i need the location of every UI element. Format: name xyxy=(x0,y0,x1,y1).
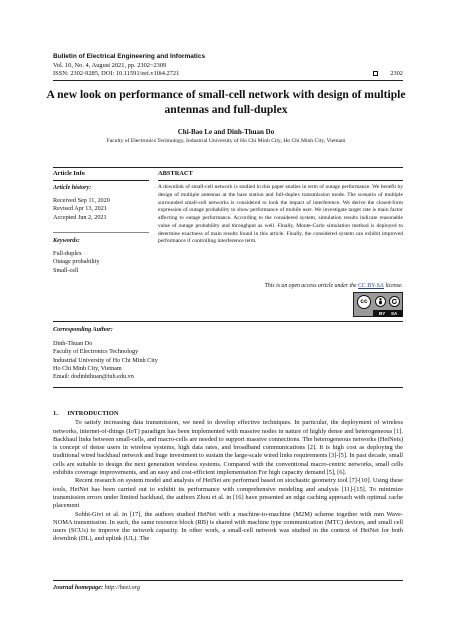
keywords-heading: Keywords: xyxy=(53,237,80,244)
author-university: Industrial University of Ho Chi Minh City xyxy=(53,356,158,364)
author-name: Dinh-Thuan Do xyxy=(53,340,93,347)
volume-line: Vol. 10, No. 4, August 2021, pp. 2302~2309 xyxy=(53,61,167,69)
keyword-item: Small-cell xyxy=(53,266,79,274)
journal-homepage xyxy=(53,584,140,591)
keyword-item: Outage probability xyxy=(53,258,100,266)
open-access-statement xyxy=(158,283,403,289)
author-city: Ho Chi Minh City, Vietnam xyxy=(53,364,122,372)
introduction-heading: 1. INTRODUCTION xyxy=(53,410,119,417)
page-number-block xyxy=(373,70,403,79)
corresponding-author-details xyxy=(53,340,158,381)
abstract-rule xyxy=(158,180,403,181)
article-info-rule xyxy=(53,180,149,181)
article-history-list xyxy=(53,197,110,222)
paper-affiliation: Faculty of Electronics Technology, Industrial University of Ho Chi Minh City, Ho Chi Minh City, Vietnam xyxy=(106,138,346,144)
cc-by-sa-badge[interactable] xyxy=(353,292,403,317)
cc-logo-icon: cc xyxy=(357,295,371,309)
journal-header xyxy=(53,53,403,79)
abstract-bottom-rule xyxy=(53,321,403,322)
badge-by-label: BY xyxy=(379,311,386,316)
issn-doi-line: ISSN: 2302-9285, DOI: 10.11591/eei.v10i4.2721 xyxy=(53,70,180,78)
share-alike-icon xyxy=(389,296,400,307)
license-badge-bar xyxy=(373,310,403,317)
attribution-person-icon xyxy=(375,296,386,307)
corresponding-author-heading: Corresponding Author: xyxy=(53,326,113,333)
issn-row xyxy=(53,70,403,79)
page-number: 2302 xyxy=(390,70,403,78)
homepage-label: Journal homepage: xyxy=(53,584,104,591)
history-divider xyxy=(53,232,149,233)
homepage-url[interactable]: http://beei.org xyxy=(104,584,140,591)
header-rule xyxy=(53,80,403,81)
received-date: Received Sep 11, 2020 xyxy=(53,197,110,204)
author-faculty: Faculty of Electronics Technology xyxy=(53,348,139,356)
revised-date: Revised Apr 13, 2021 xyxy=(53,205,107,213)
article-info-heading: Article Info xyxy=(53,170,85,177)
license-link[interactable]: CC BY-SA xyxy=(358,283,384,289)
abstract-heading: ABSTRACT xyxy=(158,170,193,177)
body-paragraph: Recent research on system model and analysis of HetNet are performed based on stochastic geometry tool [7]-[10]. Using these tools, HetNet has been carried out to exhibit its performance with comprehensive modeling and analysis [11]-[15]. To minimize transmission errors under limited backhaul, the authors Zhou et al. in [16] have presented an edge caching approach with optimal cache placement xyxy=(53,477,403,510)
accepted-date: Accepted Jun 2, 2021 xyxy=(53,213,107,221)
paper-authors: Chi-Bao Le and Dinh-Thuan Do xyxy=(177,128,275,136)
author-email: Email: dodinhthuan@iuh.edu.vn xyxy=(53,373,134,381)
footer-rule xyxy=(53,580,403,581)
top-rule xyxy=(53,167,403,168)
journal-name: Bulletin of Electrical Engineering and Informatics xyxy=(53,53,206,60)
abstract-text: A downlink of small-cell network is studied in this paper studies in term of outage performance. We benefit by design of multiple antennas at the base station and full-duplex transmission mode. The scenario of multiple surrounded small-cell networks is considered to look the impact of interference. We derive the closed-form expression of outage probability to show performance of mobile user. We investigate target rate is main factor affecting to outage performance. According to the considered system, simulation results indicate reasonable value of outage probability and throughput as well. Finally, Monte-Carlo simulation method is deployed to determine exactness of main results found in this article. Finally, the considered system can exhibit improved performance if controlling interference term. xyxy=(158,184,403,245)
introduction-section xyxy=(53,410,403,544)
paper-title: A new look on performance of small-cell network with design of multiple antennas and full-duplex xyxy=(46,88,406,116)
open-access-prefix: This is an open access article under the xyxy=(264,283,359,289)
article-history-heading: Article history: xyxy=(53,184,92,191)
square-icon xyxy=(373,71,378,76)
corresponding-bottom-rule xyxy=(53,387,403,388)
open-access-suffix: license. xyxy=(384,283,403,289)
body-paragraph: Sobhi-Givi et al. in [17], the authors studied HetNet with a machine-to-machine (M2M) scheme together with mm Wave-NOMA transmission. In such, the same resource block (RB) is shared with machine type communication (MTC) devices, and small cell users (SCUs) to improve the network capacity. In other work, a small-cell network was studied in the context of HetNet for both downlink (DL), and uplink (UL). The xyxy=(53,510,403,543)
badge-sa-label: SA xyxy=(391,311,398,316)
keywords-list xyxy=(53,250,100,275)
keyword-item: Full-duplex xyxy=(53,250,82,257)
body-paragraph: To satisfy increasing data transmission, we need to develop effective techniques. In particular, the deployment of wireless networks, internet-of-things (IoT) paradigm has been implemented with massive nodes in nature of highly dense and heterogeneous [1]. Backhaul links between small-cells, and macro-cells are needed to support massive connections. The heterogeneous networks (HetNets) is concept of dense users in wireless systems, high data rates, and broadband communications [2]. It is high cost as deploying the traditional wired backhaul network and huge investment to sustain the large-scale wired links requirements [3]-[5]. In past decade, small cells are suitable to design the next generation wireless systems. Compared with the conventional macro-centric networks, small cells exhibits coverage improvements, and an easy and cost-efficient implementation For high capacity demand [5], [6]. xyxy=(53,419,403,477)
